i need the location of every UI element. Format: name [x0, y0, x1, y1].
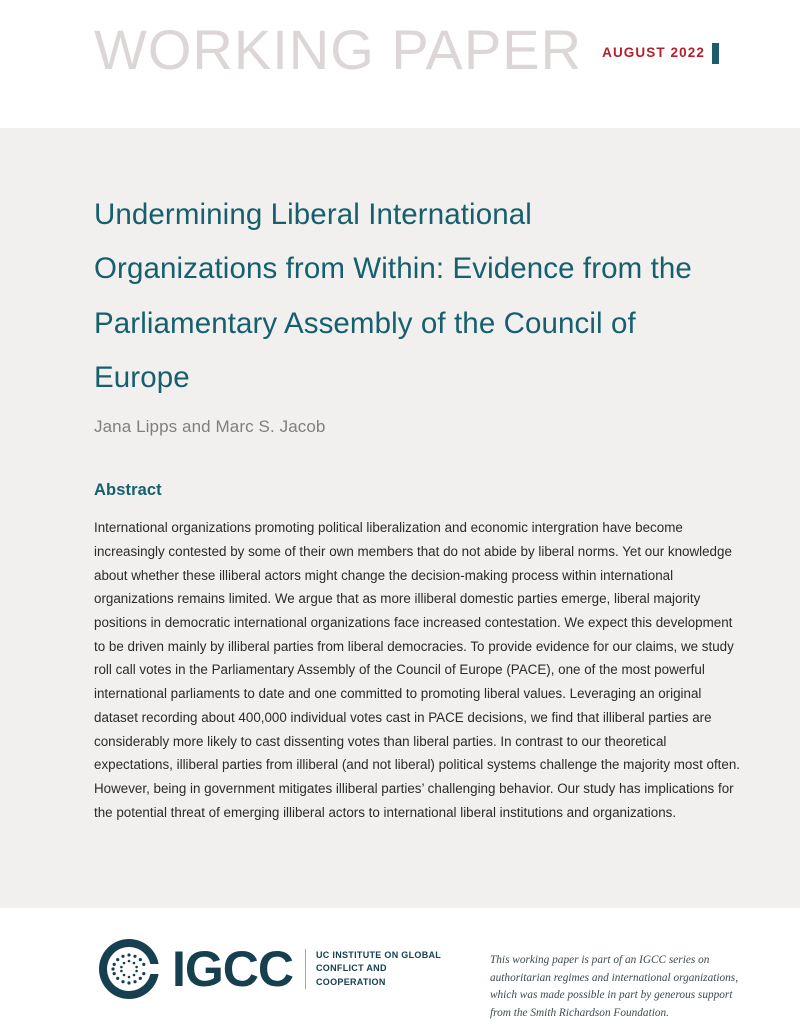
igcc-wordmark: IGCC: [172, 941, 293, 997]
igcc-logo: [96, 936, 456, 1002]
authors: Jana Lipps and Marc S. Jacob: [94, 417, 326, 437]
page-header: [0, 0, 800, 128]
abstract-heading: Abstract: [94, 481, 162, 500]
header-inner: [94, 0, 760, 128]
page-footer: [0, 908, 800, 1035]
igcc-mark-icon: [96, 936, 162, 1002]
content-panel: [0, 128, 800, 908]
page-title: Undermining Liberal International Organizations from Within: Evidence from the Parliamentary Assembly of the Council of Europe: [94, 198, 692, 394]
igcc-logo-text: [172, 941, 456, 997]
igcc-subtitle: UC INSTITUTE ON GLOBAL CONFLICT AND COOPERATION: [316, 949, 441, 987]
content-inner: [94, 188, 741, 824]
footer-note: This working paper is part of an IGCC series on authoritarian regimes and international organizations, which was made possible in part by generous support from the Smith Richardson Foundation.: [490, 954, 739, 1019]
publication-date: AUGUST 2022: [602, 45, 705, 60]
header-accent-bar: [712, 43, 719, 64]
working-paper-label: WORKING PAPER: [94, 18, 583, 81]
logo-divider: [305, 949, 306, 989]
abstract-text: International organizations promoting political liberalization and economic intergration have become increasingly contested by some of their own members that do not abide by liberal norms. Yet our knowledge about whether these illiberal actors might change the decision-making process within international organizations remains limited. We argue that as more illiberal domestic parties emerge, liberal majority positions in democratic international organizations face increased contestation. We expect this development to be driven mainly by illiberal parties from liberal democracies. To provide evidence for our claims, we study roll call votes in the Parliamentary Assembly of the Council of Europe (PACE), one of the most powerful international parliaments to date and one committed to promoting liberal values. Leveraging an original dataset recording about 400,000 individual votes cast in PACE decisions, we find that illiberal parties are considerably more likely to cast dissenting votes than liberal parties. In contrast to our theoretical expectations, illiberal parties from illiberal (and not liberal) political systems challenge the majority most often. However, being in government mitigates illiberal parties’ challenging behavior. Our study has implications for the potential threat of emerging illiberal actors to international liberal institutions and organizations.: [94, 520, 741, 820]
